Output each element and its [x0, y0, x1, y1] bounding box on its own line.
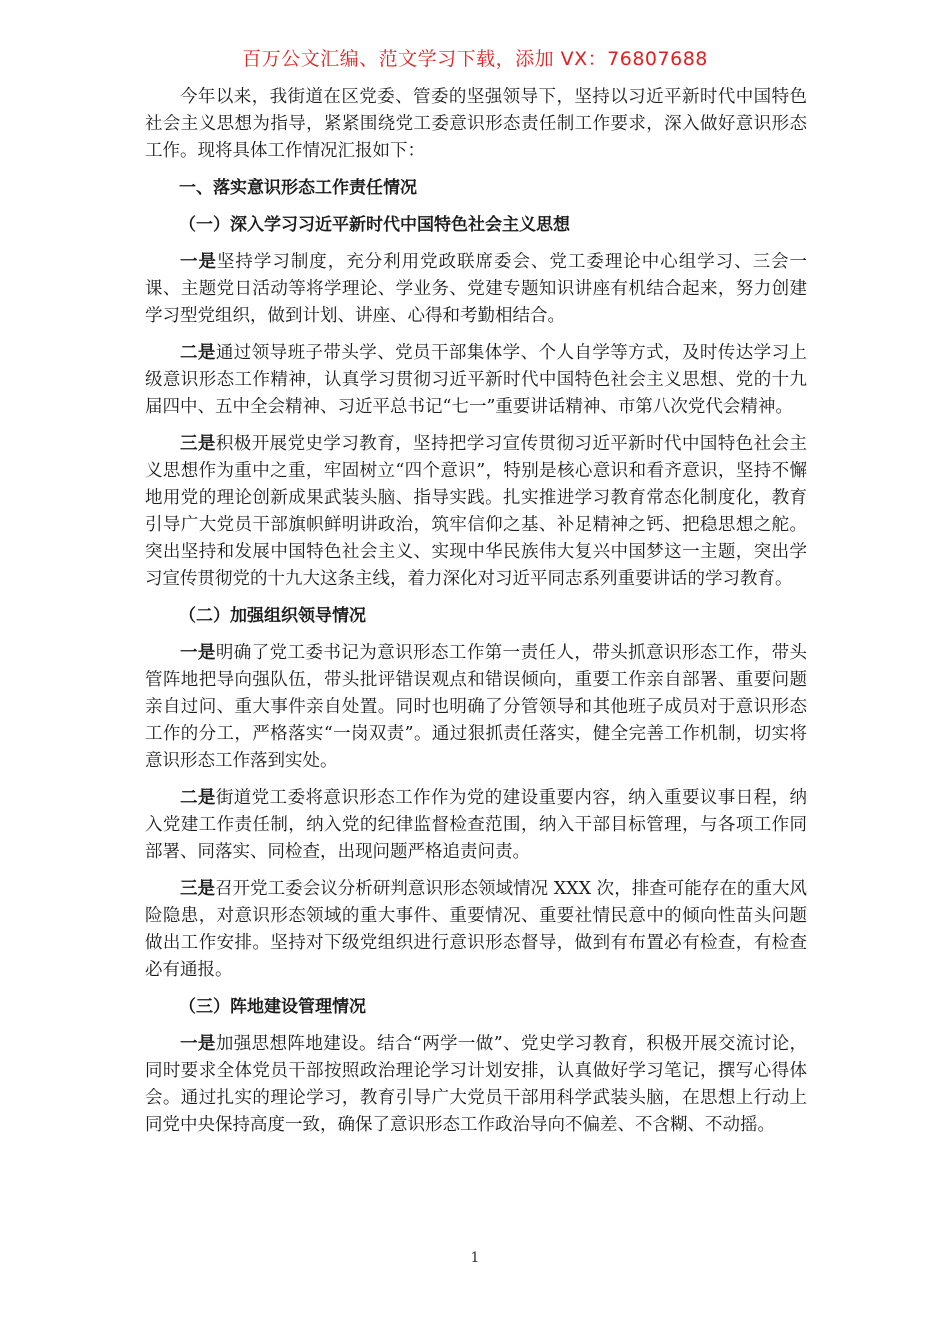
- paragraph: [145, 340, 807, 421]
- paragraph-text: 加强思想阵地建设。结合“两学一做”、党史学习教育，积极开展交流讨论，同时要求全体党员干部按照政治理论学习计划安排，认真做好学习笔记，撰写心得体会。通过扎实的理论学习，教育引导广大党员干部用科学武装头脑，在思想上行动上同党中央保持高度一致，确保了意识形态工作政治导向不偏差、不含糊、不动摇。: [145, 1034, 808, 1135]
- paragraph: [145, 1031, 807, 1139]
- header-banner: 百万公文汇编、范文学习下载，添加 VX：76807688: [242, 48, 708, 70]
- paragraph: [145, 249, 807, 330]
- paragraph-lead: 三是: [180, 879, 216, 899]
- subsection-heading-1: （一）深入学习习近平新时代中国特色社会主义思想: [179, 215, 570, 235]
- paragraph: [145, 431, 807, 593]
- paragraph-lead: 二是: [180, 788, 216, 808]
- paragraph: [145, 876, 807, 984]
- paragraph-lead: 一是: [180, 643, 216, 663]
- paragraph-text: 通过领导班子带头学、党员干部集体学、个人自学等方式，及时传达学习上级意识形态工作精神，认真学习贯彻习近平新时代中国特色社会主义思想、党的十九届四中、五中全会精神、习近平总书记“七一”重要讲话精神、市第八次党代会精神。: [145, 343, 808, 417]
- section-heading-1: 一、落实意识形态工作责任情况: [179, 178, 417, 198]
- paragraph: [145, 640, 807, 775]
- intro-paragraph: 今年以来，我街道在区党委、管委的坚强领导下，坚持以习近平新时代中国特色社会主义思想为指导，紧紧围绕党工委意识形态责任制工作要求，深入做好意识形态工作。现将具体工作情况汇报如下：: [145, 87, 807, 161]
- subsection-heading-2: （二）加强组织领导情况: [179, 606, 366, 626]
- document-body: [145, 84, 807, 1149]
- paragraph-text: 街道党工委将意识形态工作作为党的建设重要内容，纳入重要议事日程，纳入党建工作责任制，纳入党的纪律监督检查范围，纳入干部目标管理，与各项工作同部署、同落实、同检查，出现问题严格追责问责。: [145, 788, 808, 862]
- paragraph-lead: 一是: [180, 1034, 216, 1054]
- paragraph-text: 召开党工委会议分析研判意识形态领域情况 XXX 次，排查可能存在的重大风险隐患，对意识形态领域的重大事件、重要情况、重要社情民意中的倾向性苗头问题做出工作安排。坚持对下级党组织进行意识形态督导，做到有布置必有检查，有检查必有通报。: [145, 879, 808, 980]
- subsection-heading-3: （三）阵地建设管理情况: [179, 997, 366, 1017]
- page-number: 1: [470, 1250, 480, 1266]
- paragraph-lead: 三是: [180, 434, 216, 454]
- paragraph-lead: 二是: [180, 343, 216, 363]
- paragraph-text: 坚持学习制度，充分利用党政联席委会、党工委理论中心组学习、三会一课、主题党日活动等将学理论、学业务、党建专题知识讲座有机结合起来，努力创建学习型党组织，做到计划、讲座、心得和考勤相结合。: [145, 252, 808, 326]
- paragraph-lead: 一是: [180, 252, 217, 272]
- paragraph-text: 积极开展党史学习教育，坚持把学习宣传贯彻习近平新时代中国特色社会主义思想作为重中之重，牢固树立“四个意识”，特别是核心意识和看齐意识，坚持不懈地用党的理论创新成果武装头脑、指导实践。扎实推进学习教育常态化制度化，教育引导广大党员干部旗帜鲜明讲政治，筑牢信仰之基、补足精神之钙、把稳思想之舵。突出坚持和发展中国特色社会主义、实现中华民族伟大复兴中国梦这一主题，突出学习宣传贯彻党的十九大这条主线，着力深化对习近平同志系列重要讲话的学习教育。: [145, 434, 808, 589]
- paragraph: [145, 785, 807, 866]
- paragraph-text: 明确了党工委书记为意识形态工作第一责任人，带头抓意识形态工作，带头管阵地把导向强队伍，带头批评错误观点和错误倾向，重要工作亲自部署、重要问题亲自过问、重大事件亲自处置。同时也明确了分管领导和其他班子成员对于意识形态工作的分工，严格落实“一岗双责”。通过狠抓责任落实，健全完善工作机制，切实将意识形态工作落到实处。: [145, 643, 808, 771]
